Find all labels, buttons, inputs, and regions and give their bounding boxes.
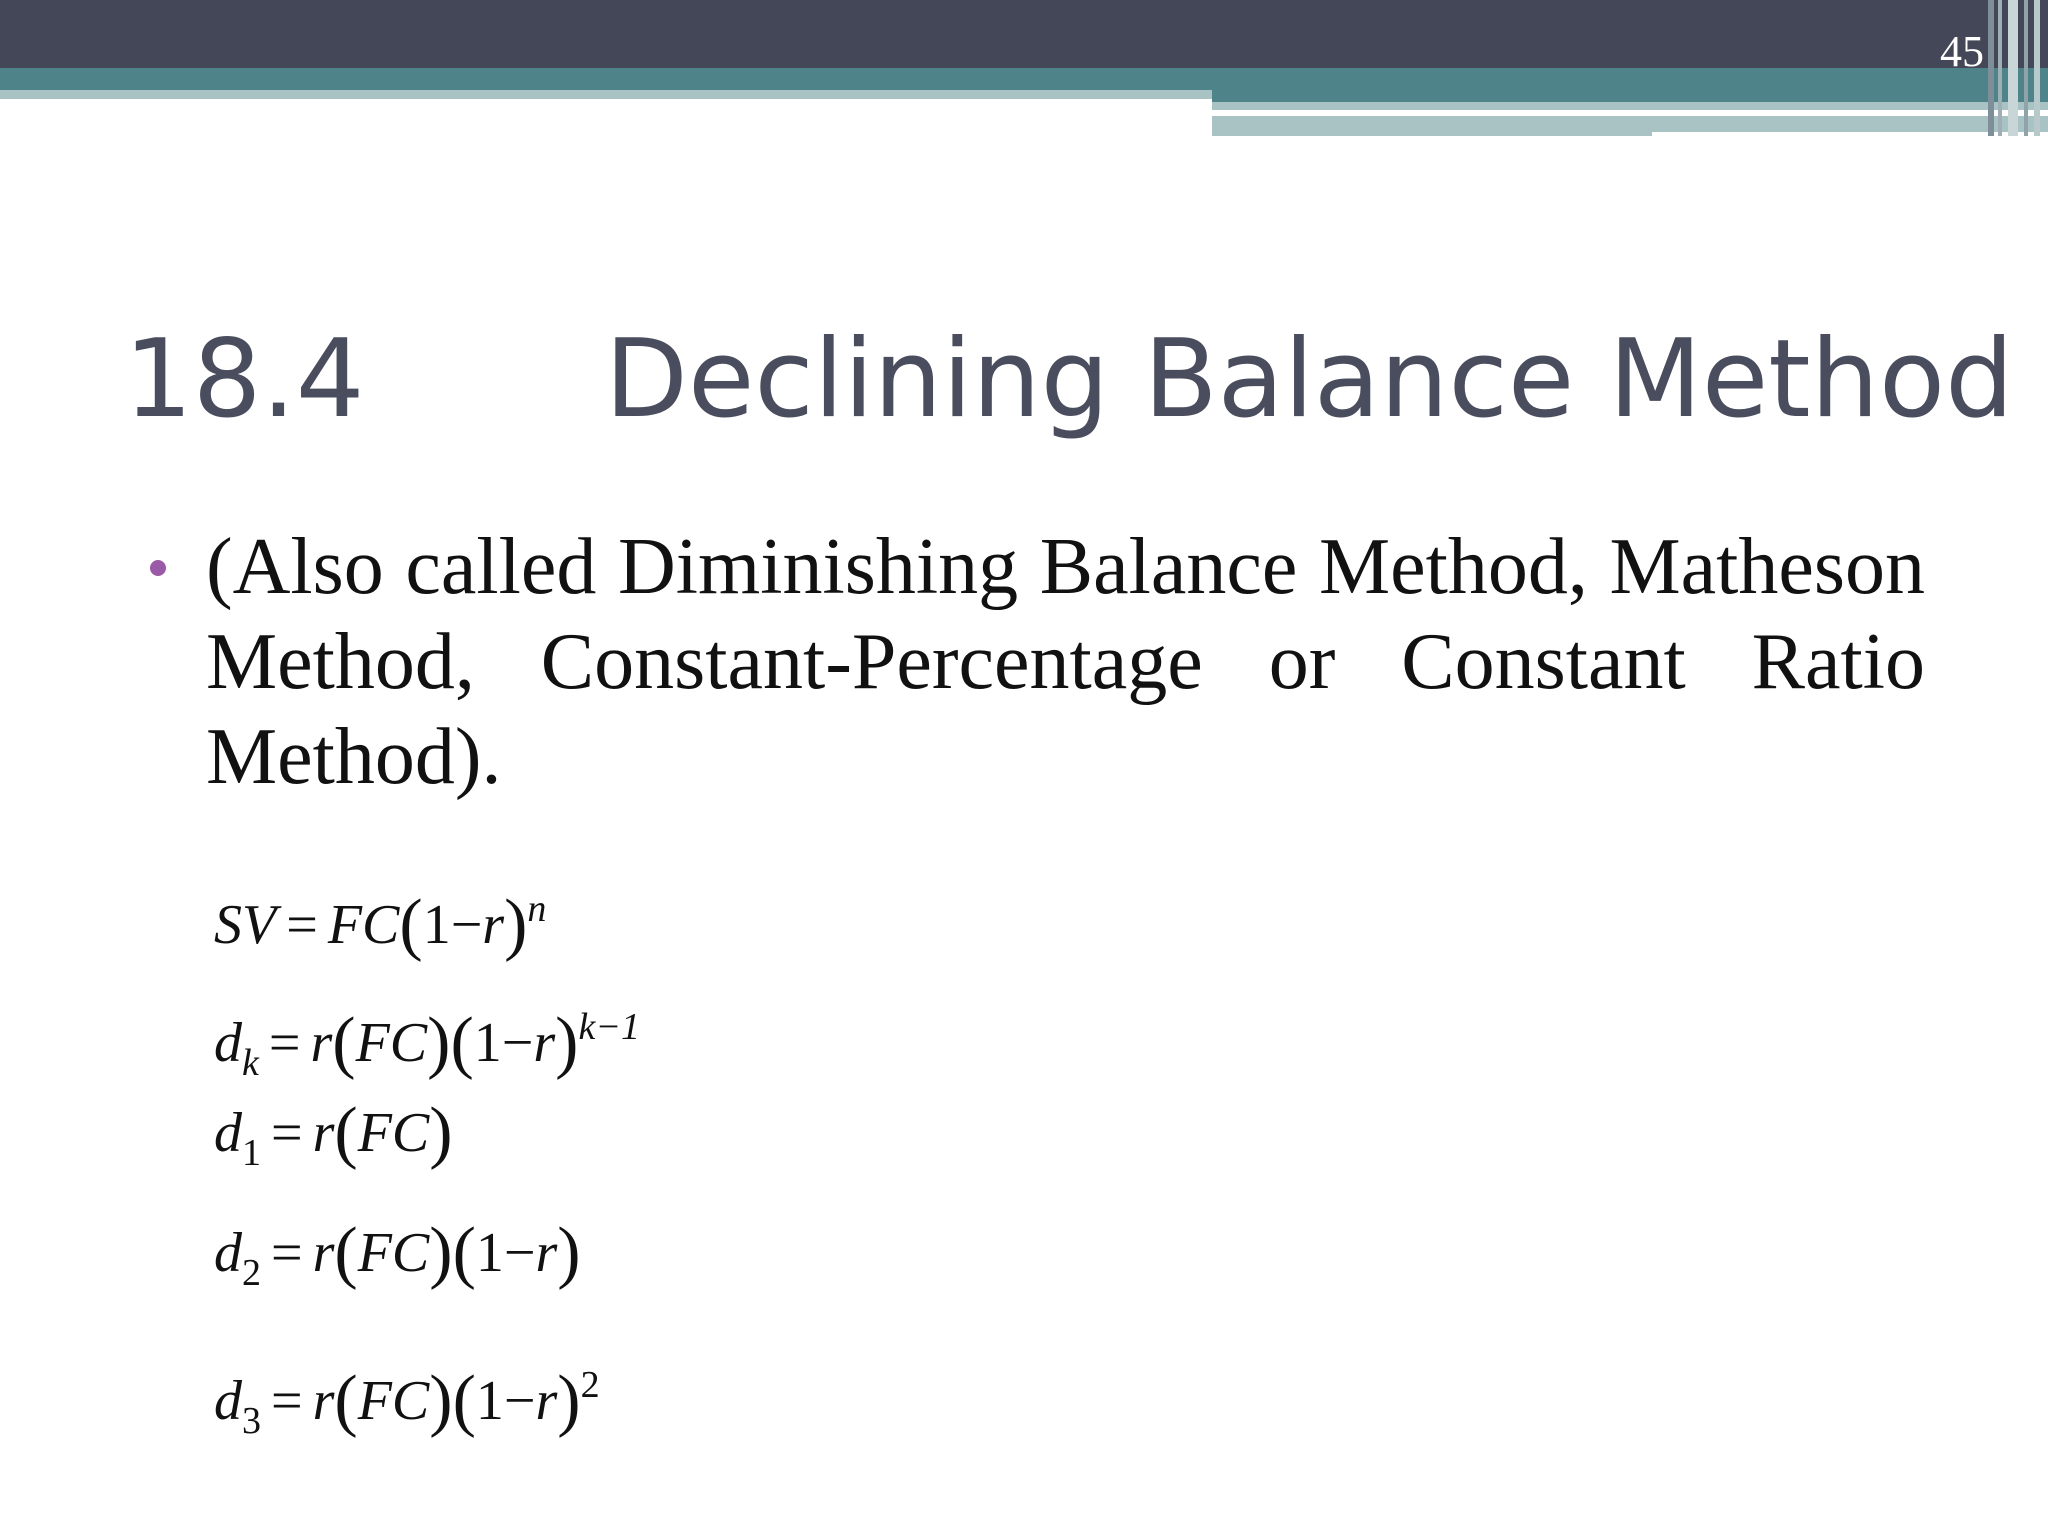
eq-paren: ) xyxy=(427,1004,451,1081)
eq-term: 1 xyxy=(422,894,451,956)
eq-term: r xyxy=(312,1102,335,1164)
eq-operator: = xyxy=(268,1012,301,1074)
eq-subscript: 2 xyxy=(242,1252,261,1294)
eq-exponent: k−1 xyxy=(578,1006,640,1048)
header-band xyxy=(0,0,2048,68)
header-vertical-bar xyxy=(2024,0,2028,136)
bullet-dot-icon xyxy=(150,560,166,576)
eq-term: FC xyxy=(355,1012,428,1074)
slide-number: 45 xyxy=(1940,27,1984,76)
eq-term: r xyxy=(310,1012,333,1074)
eq-subscript: 1 xyxy=(242,1132,261,1174)
eq-term: FC xyxy=(357,1222,430,1284)
eq-paren: ) xyxy=(429,1094,453,1171)
eq-paren: ) xyxy=(429,1214,453,1291)
header-pale-block-right xyxy=(1212,116,1652,136)
eq-term: 1 xyxy=(475,1370,504,1432)
eq-paren: ( xyxy=(332,1004,356,1081)
header-vertical-bar xyxy=(2008,0,2018,136)
equation-depreciation-year-k xyxy=(214,992,640,1098)
eq-paren: ) xyxy=(504,886,528,963)
eq-paren: ) xyxy=(429,1362,453,1439)
eq-term: FC xyxy=(327,894,400,956)
eq-term: r xyxy=(482,894,505,956)
eq-paren: ( xyxy=(452,1362,476,1439)
eq-paren: ( xyxy=(334,1094,358,1171)
eq-operator: − xyxy=(503,1370,536,1432)
eq-paren: ( xyxy=(452,1214,476,1291)
eq-operator: = xyxy=(271,1102,303,1164)
eq-paren: ( xyxy=(334,1214,358,1291)
bullet-text: (Also called Diminishing Balance Method, Matheson Method, Constant-Percentage or Constant Ratio Method). xyxy=(206,523,1925,801)
eq-term: SV xyxy=(214,894,277,956)
header-pale-stripe-right xyxy=(1212,102,2048,110)
eq-term: d xyxy=(214,1012,242,1074)
eq-operator: = xyxy=(271,1222,303,1284)
header-vertical-bar xyxy=(1998,0,2002,136)
eq-exponent: n xyxy=(527,888,547,930)
slide-title: 18.4 Declining Balance Method xyxy=(124,317,2014,442)
header-vertical-bar xyxy=(1988,0,1994,136)
equation-depreciation-year-1 xyxy=(214,1094,453,1188)
equation-depreciation-year-3 xyxy=(214,1350,600,1456)
eq-term: d xyxy=(214,1102,242,1164)
header-teal-stripe-left xyxy=(0,68,1212,90)
eq-paren: ( xyxy=(399,886,423,963)
eq-operator: = xyxy=(286,894,318,956)
eq-operator: − xyxy=(501,1012,534,1074)
equation-salvage-value xyxy=(214,874,547,963)
eq-term: r xyxy=(535,1222,558,1284)
eq-term: FC xyxy=(357,1102,430,1164)
eq-term: r xyxy=(312,1222,335,1284)
eq-term: r xyxy=(312,1370,335,1432)
equation-depreciation-year-2 xyxy=(214,1214,581,1308)
eq-paren: ( xyxy=(450,1004,474,1081)
eq-term: r xyxy=(535,1370,558,1432)
eq-subscript: 3 xyxy=(242,1400,261,1442)
eq-term: d xyxy=(214,1222,242,1284)
eq-term: 1 xyxy=(475,1222,504,1284)
eq-paren: ) xyxy=(557,1362,581,1439)
eq-paren: ) xyxy=(557,1214,581,1291)
eq-operator: − xyxy=(503,1222,536,1284)
eq-term: 1 xyxy=(473,1012,502,1074)
eq-term: FC xyxy=(357,1370,430,1432)
eq-paren: ( xyxy=(334,1362,358,1439)
header-vertical-bar xyxy=(2034,0,2040,136)
eq-subscript: k xyxy=(242,1042,259,1084)
eq-operator: = xyxy=(271,1370,303,1432)
header-pale-stripe-left xyxy=(0,90,1212,99)
eq-operator: − xyxy=(450,894,483,956)
eq-term: r xyxy=(533,1012,556,1074)
eq-term: d xyxy=(214,1370,242,1432)
eq-exponent: 2 xyxy=(580,1364,600,1406)
eq-paren: ) xyxy=(555,1004,579,1081)
